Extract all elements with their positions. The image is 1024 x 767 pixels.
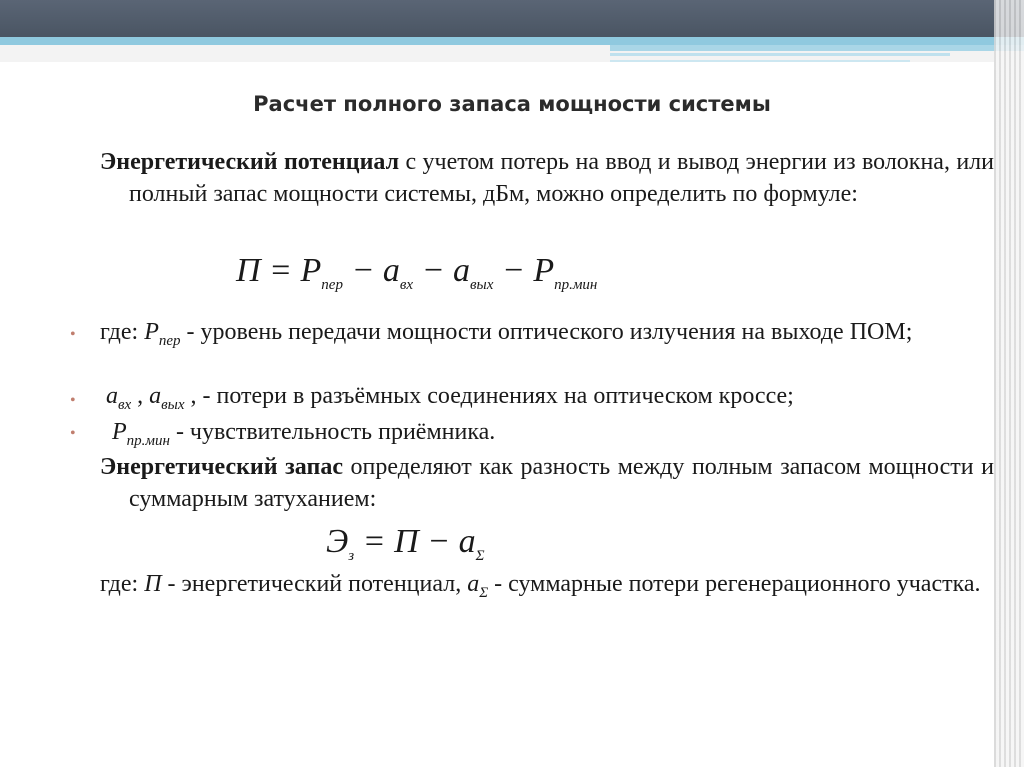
bullet-dot: • — [70, 326, 76, 343]
symbol: П — [144, 571, 162, 597]
where-prefix: где: — [100, 571, 145, 597]
symbol: $P_{пер}$ — [144, 319, 181, 349]
symbol: $a_{вх}$ — [106, 383, 132, 413]
paragraph-potential-text: с учетом потерь на ввод и вывод энергии из волокна, или полный запас мощности системы, дБм, можно определить по формуле: — [129, 149, 994, 207]
where-text: - энергетический потенциал, — [161, 571, 468, 597]
term-potential: Энергетический потенциал — [100, 149, 400, 175]
formula-sub: з — [348, 548, 355, 564]
formula-sub: пер — [321, 277, 343, 293]
bullet-item-p-per — [100, 316, 965, 357]
bullet-text: - уровень передачи мощности оптического излучения на выходе ПОМ; — [180, 319, 913, 345]
formula-sub: вх — [399, 277, 414, 293]
where-text-2: - суммарные потери регенерационного участка. — [488, 571, 981, 597]
formula-op: − — [342, 252, 383, 289]
bullet-dot: • — [70, 392, 76, 409]
formula-term: a — [458, 523, 476, 560]
bullet-dot: • — [70, 425, 76, 442]
formula-op: − — [493, 252, 534, 289]
formula-sub: Σ — [475, 548, 485, 564]
paragraph-margin-text: определяют как разность между полным запасом мощности и суммарным затуханием: — [129, 454, 994, 512]
paragraph-potential — [100, 146, 994, 210]
formula-op: − — [413, 252, 454, 289]
accent-stripe-2 — [610, 45, 1024, 51]
formula-sub: пр.мин — [554, 277, 598, 293]
formula-term: Э — [326, 523, 349, 560]
slide-title: Расчет полного запаса мощности системы — [253, 92, 771, 116]
formula-potential — [236, 252, 597, 294]
separator: , — [131, 383, 150, 409]
paragraph-where — [100, 568, 994, 609]
bullet-text: , - потери в разъёмных соединениях на оптическом кроссе; — [184, 383, 794, 409]
formula-sub: вых — [470, 277, 494, 293]
formula-term: P — [533, 252, 555, 289]
bullet-text: - чувствительность приёмника. — [169, 419, 496, 445]
bullet-prefix: где: — [100, 319, 145, 345]
paragraph-margin — [100, 451, 994, 515]
accent-stripe — [0, 37, 1024, 45]
symbol: $a_{вых}$ — [149, 383, 185, 413]
formula-term: a — [382, 252, 400, 289]
formula-term: P — [300, 252, 322, 289]
formula-lhs: П = — [236, 252, 301, 289]
formula-op: = П − — [354, 523, 459, 560]
top-bar — [0, 0, 1024, 37]
symbol: $P_{пр.мин}$ — [112, 419, 170, 449]
accent-stripe-3 — [610, 53, 950, 56]
formula-term: a — [453, 252, 471, 289]
bullet-item-losses — [106, 380, 966, 421]
symbol: $a_\Sigma$ — [467, 571, 489, 601]
term-margin: Энергетический запас — [100, 454, 343, 480]
formula-margin — [326, 523, 485, 565]
